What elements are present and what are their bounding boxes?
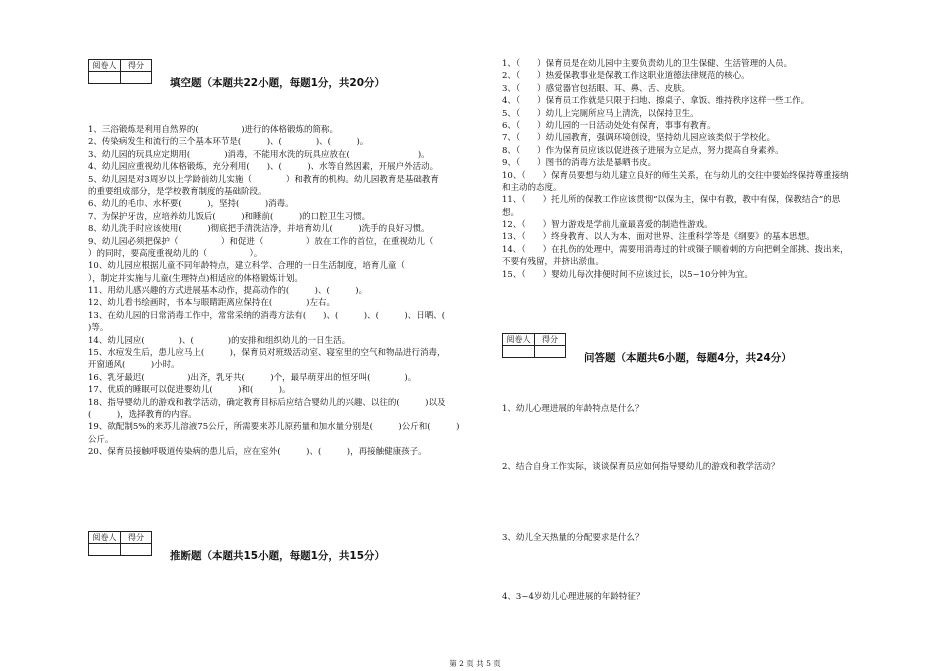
- list-item: 16、乳牙最迟( )出齐，乳牙共( )个，最早萌芽出的恒牙叫( )。: [88, 372, 417, 383]
- qa-section-title: 问答题（本题共6小题，每题4分，共24分）: [584, 352, 792, 364]
- score-box-qa: [502, 333, 566, 358]
- list-item: 2、传染病发生和流行的三个基本环节是( )、( )、( )。: [88, 137, 369, 148]
- list-item: 15、水痘发生后，患儿应马上( )，保育员对班级活动室、寝室里的空气和物品进行消毒，: [88, 348, 446, 359]
- list-item: ）的同时，要高度重视幼儿的（ ）。: [88, 248, 263, 259]
- list-item: 7、（ ）幼儿园教育，强调环境创设，坚持幼儿园应该类似于学校化。: [502, 133, 776, 144]
- list-item: 7、为保护牙齿，应培养幼儿饭后( )和睡前( )的口腔卫生习惯。: [88, 211, 371, 222]
- list-item: 17、优质的睡眠可以促进婴幼儿( )和( )。: [88, 385, 291, 396]
- list-item: 5、（ ）幼儿上完厕所应马上清洗，以保持卫生。: [502, 108, 699, 119]
- fill-section-title: 填空题（本题共22小题，每题1分，共20分）: [170, 77, 386, 89]
- list-item: 6、幼儿的毛巾、水杯要( )，坚持( )消毒。: [88, 199, 294, 210]
- list-item: 的重要组成部分，是学校教育制度的基础阶段。: [88, 186, 267, 197]
- list-item: 2、（ ）热爱保教事业是保教工作这职业道德法律规范的核心。: [502, 71, 750, 82]
- score-cell[interactable]: [121, 544, 152, 556]
- list-item: 10、幼儿园应根据儿童不同年龄特点，建立科学、合理的一日生活制度，培育儿童（: [88, 261, 405, 272]
- score-box-judge: [88, 531, 152, 556]
- list-item: 9、（ ）图书的消毒方法是暴晒书皮。: [502, 158, 657, 169]
- list-item: 和主动的态度。: [502, 182, 562, 193]
- list-item: 13、在幼儿园的日常消毒工作中，常常采纳的消毒方法有( )、( )、( )、日晒、(: [88, 310, 446, 321]
- list-item: 12、幼儿看书绘画时，书本与眼睛距离应保持在( )左右。: [88, 298, 335, 309]
- list-item: 1、三浴锻炼是利用自然界的( )进行的体格锻炼的简称。: [88, 125, 339, 135]
- list-item: 20、保育员接触呼吸道传染病的患儿后，应在室外( )、( )，再接触健康孩子。: [88, 447, 427, 458]
- reviewer-label: 阅卷人: [89, 532, 121, 544]
- list-item: 9、幼儿园必须把保护（ ）和促进（ ）放在工作的首位，在重视幼儿（: [88, 236, 434, 247]
- list-item: 想。: [502, 207, 520, 218]
- score-label: 得分: [535, 334, 566, 346]
- reviewer-cell[interactable]: [89, 544, 121, 556]
- score-box-fill: [88, 59, 152, 84]
- reviewer-label: 阅卷人: [503, 334, 535, 346]
- list-item: ），制定并实施与儿童(生理特点)相适应的体格锻炼计划。: [88, 273, 303, 284]
- list-item: 14、（ ）在扎伤的处理中，需要用消毒过的针或镊子顺着刺的方向把刺全部挑、拨出来，: [502, 244, 849, 255]
- list-item: 10、（ ）保育员要想与幼儿建立良好的师生关系，在与幼儿的交往中要始终保持尊重接纳: [502, 170, 849, 181]
- qa-question-1: 1、幼儿心理进展的年龄特点是什么？: [502, 404, 644, 414]
- list-item: 11、用幼儿感兴趣的方式进展基本动作，提高动作的( )、( )。: [88, 286, 368, 297]
- judge-section-title: 推断题（本题共15小题，每题1分，共15分）: [170, 550, 386, 562]
- list-item: 1、（ ）保育员是在幼儿园中主要负责幼儿的卫生保健、生活管理的人员。: [502, 59, 793, 69]
- list-item: )等。: [88, 323, 109, 334]
- qa-question-2: 2、结合自身工作实际，谈谈保育员应如何指导婴幼儿的游戏和教学活动？: [502, 462, 780, 472]
- list-item: 8、幼儿洗手时应该使用( )彻底把手清洗洁净，并培育幼儿( )洗手的良好习惯。: [88, 224, 430, 235]
- list-item: 4、（ ）保育员工作就是只限于扫地、擦桌子、拿饭、维持秩序这样一些工作。: [502, 96, 810, 107]
- list-item: 11、（ ）托儿所的保教工作应该贯彻“以保为主，保中有教，教中有保，保教结合”的思: [502, 195, 841, 206]
- list-item: 19、欲配制5%的来苏儿溶液75公斤，所需要来苏儿原药量和加水量分别是( )公斤和( ): [88, 422, 460, 433]
- list-item: 12、（ ）智力游戏是学前儿童最喜爱的制造性游戏。: [502, 220, 713, 231]
- score-cell[interactable]: [535, 346, 566, 358]
- reviewer-label: 阅卷人: [89, 60, 121, 72]
- reviewer-cell[interactable]: [89, 72, 121, 84]
- score-label: 得分: [121, 532, 152, 544]
- qa-question-4: 4、3~4岁幼儿心理进展的年龄特征？: [502, 592, 645, 602]
- judge-question-list: [502, 58, 902, 281]
- list-item: 5、幼儿园是对3周岁以上学龄前幼儿实施（ ）和教育的机构。幼儿园教育是基础教育: [88, 174, 439, 185]
- list-item: 13、（ ）终身教育、以人为本、面对世界、注重科学等是《纲要》的基本思想。: [502, 232, 815, 243]
- list-item: 14、幼儿园应( )、( )的安排和组织幼儿的一日生活。: [88, 335, 351, 346]
- list-item: ( )，选择教育的内容。: [88, 409, 197, 420]
- list-item: 6、（ ）幼儿园的一日活动处处有保育，事事有教育。: [502, 120, 716, 131]
- page-footer: 第 2 页 共 5 页: [449, 659, 501, 668]
- list-item: 公斤。: [88, 434, 114, 445]
- list-item: 8、（ ）作为保育员应该以促进孩子进展为立足点，努力提高自身素养。: [502, 145, 784, 156]
- reviewer-cell[interactable]: [503, 346, 535, 358]
- list-item: 15、（ ）婴幼儿每次排便时间不应该过长，以5~10分钟为宜。: [502, 269, 753, 280]
- list-item: 开窗通风( )小时。: [88, 360, 180, 371]
- list-item: 3、（ ）感觉器官包括眼、耳、鼻、舌、皮肤。: [502, 83, 691, 94]
- score-label: 得分: [121, 60, 152, 72]
- qa-question-3: 3、幼儿全天热量的分配要求是什么？: [502, 533, 644, 543]
- fill-question-list: [88, 124, 484, 459]
- list-item: 不要有残留，并挤出淤血。: [502, 257, 605, 268]
- list-item: 3、幼儿园的玩具应定期用( )消毒，不能用水洗的玩具应放在( )。: [88, 149, 430, 160]
- list-item: 4、幼儿园应重视幼儿体格锻炼，充分利用( )、( )、水等自然因素，开展户外活动。: [88, 162, 439, 173]
- list-item: 18、指导婴幼儿的游戏和教学活动，确定教育目标后应结合婴幼儿的兴趣、以往的( )以及: [88, 397, 446, 408]
- score-cell[interactable]: [121, 72, 152, 84]
